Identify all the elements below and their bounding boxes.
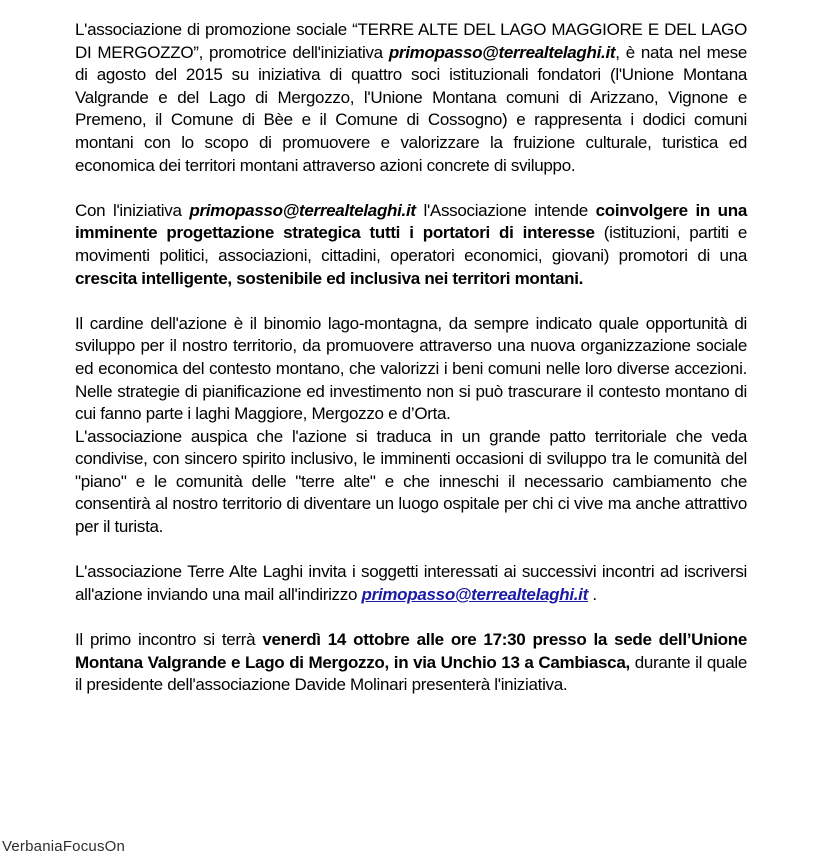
text-run: crescita intelligente, sostenibile ed inclusiva nei territori montani.: [75, 268, 584, 288]
text-run: coinvolgere in una imminente progettazione strategica tutti i portatori di interesse: [75, 200, 748, 243]
text-run: Con l'iniziativa: [75, 200, 190, 220]
watermark-credit: VerbaniaFocusOn: [2, 838, 126, 855]
paragraph-cardine: [75, 313, 747, 426]
email-link[interactable]: primopasso@terrealtelaghi.it: [361, 584, 588, 604]
text-run: L'associazione Terre Alte Laghi invita i soggetti interessati ai successivi incontri ad iscriversi all'azione inviando una mail all'indirizzo: [75, 562, 747, 604]
text-run: Il primo incontro si terrà: [75, 630, 263, 650]
text-run: L'associazione auspica che l'azione si traduca in un grande patto territoriale che veda condivise, con sincero spirito inclusivo, le imminenti occasioni di sviluppo tra le comunità del "piano" e le comunità delle "terre alte" e che inneschi il necessario cambiamento che consentirà al nostro territorio di diventare un luogo ospitale per chi ci vive ma anche attrattivo per il turista.: [75, 426, 747, 537]
text-run: .: [587, 584, 597, 604]
text-run: L'associazione di promozione sociale “TERRE ALTE DEL LAGO MAGGIORE E DEL LAGO DI MERGOZZO”, promotrice dell'iniziativa: [75, 20, 747, 62]
text-run: durante il quale il presidente dell'associazione Davide Molinari presenterà l'iniziativa.: [75, 652, 747, 695]
text-run: primopasso@terrealtelaghi.it: [189, 200, 416, 220]
paragraph-auspicio: [75, 426, 747, 539]
text-run: (istituzioni, partiti e movimenti politici, associazioni, cittadini, operatori economici, giovani) promotori di una: [75, 223, 748, 265]
text-run: Il cardine dell'azione è il binomio lago-montagna, da sempre indicato quale opportunità di sviluppo per il nostro territorio, da promuovere attraverso una nuova organizzazione sociale ed economica del contesto montano, che valorizzi i beni comuni nelle loro diverse accezioni. Nelle strategie di pianificazione ed investimento non si può trascurare il contesto montano di cui fanno parte i laghi Maggiore, Mergozzo e d’Orta.: [75, 313, 747, 424]
text-run: venerdì 14 ottobre alle ore 17:30 presso la sede dell’Unione Montana Valgrande e Lago di Mergozzo, in via Unchio 13 a Cambiasca,: [75, 630, 747, 672]
text-run: l'Associazione intende: [415, 200, 596, 220]
paragraph-association-intro: [75, 19, 747, 177]
paragraph-iniziativa: [75, 200, 747, 290]
paragraph-invito-iscrizione: [75, 561, 747, 606]
text-run: , è nata nel mese di agosto del 2015 su iniziativa di quattro soci istituzionali fondatori (l'Unione Montana Valgrande e del Lago di Mergozzo, l'Unione Montana comuni di Arizzano, Vignone e Premeno, il Comune di Bèe e il Comune di Cossogno) e rappresenta i dodici comuni montani con lo scopo di promuovere e valorizzare la fruizione culturale, turistica ed economica dei territori montani attraverso azioni concrete di sviluppo.: [75, 42, 747, 175]
text-run: primopasso@terrealtelaghi.it: [388, 42, 616, 62]
paragraph-primo-incontro: [75, 629, 747, 697]
article-body: [75, 19, 747, 697]
